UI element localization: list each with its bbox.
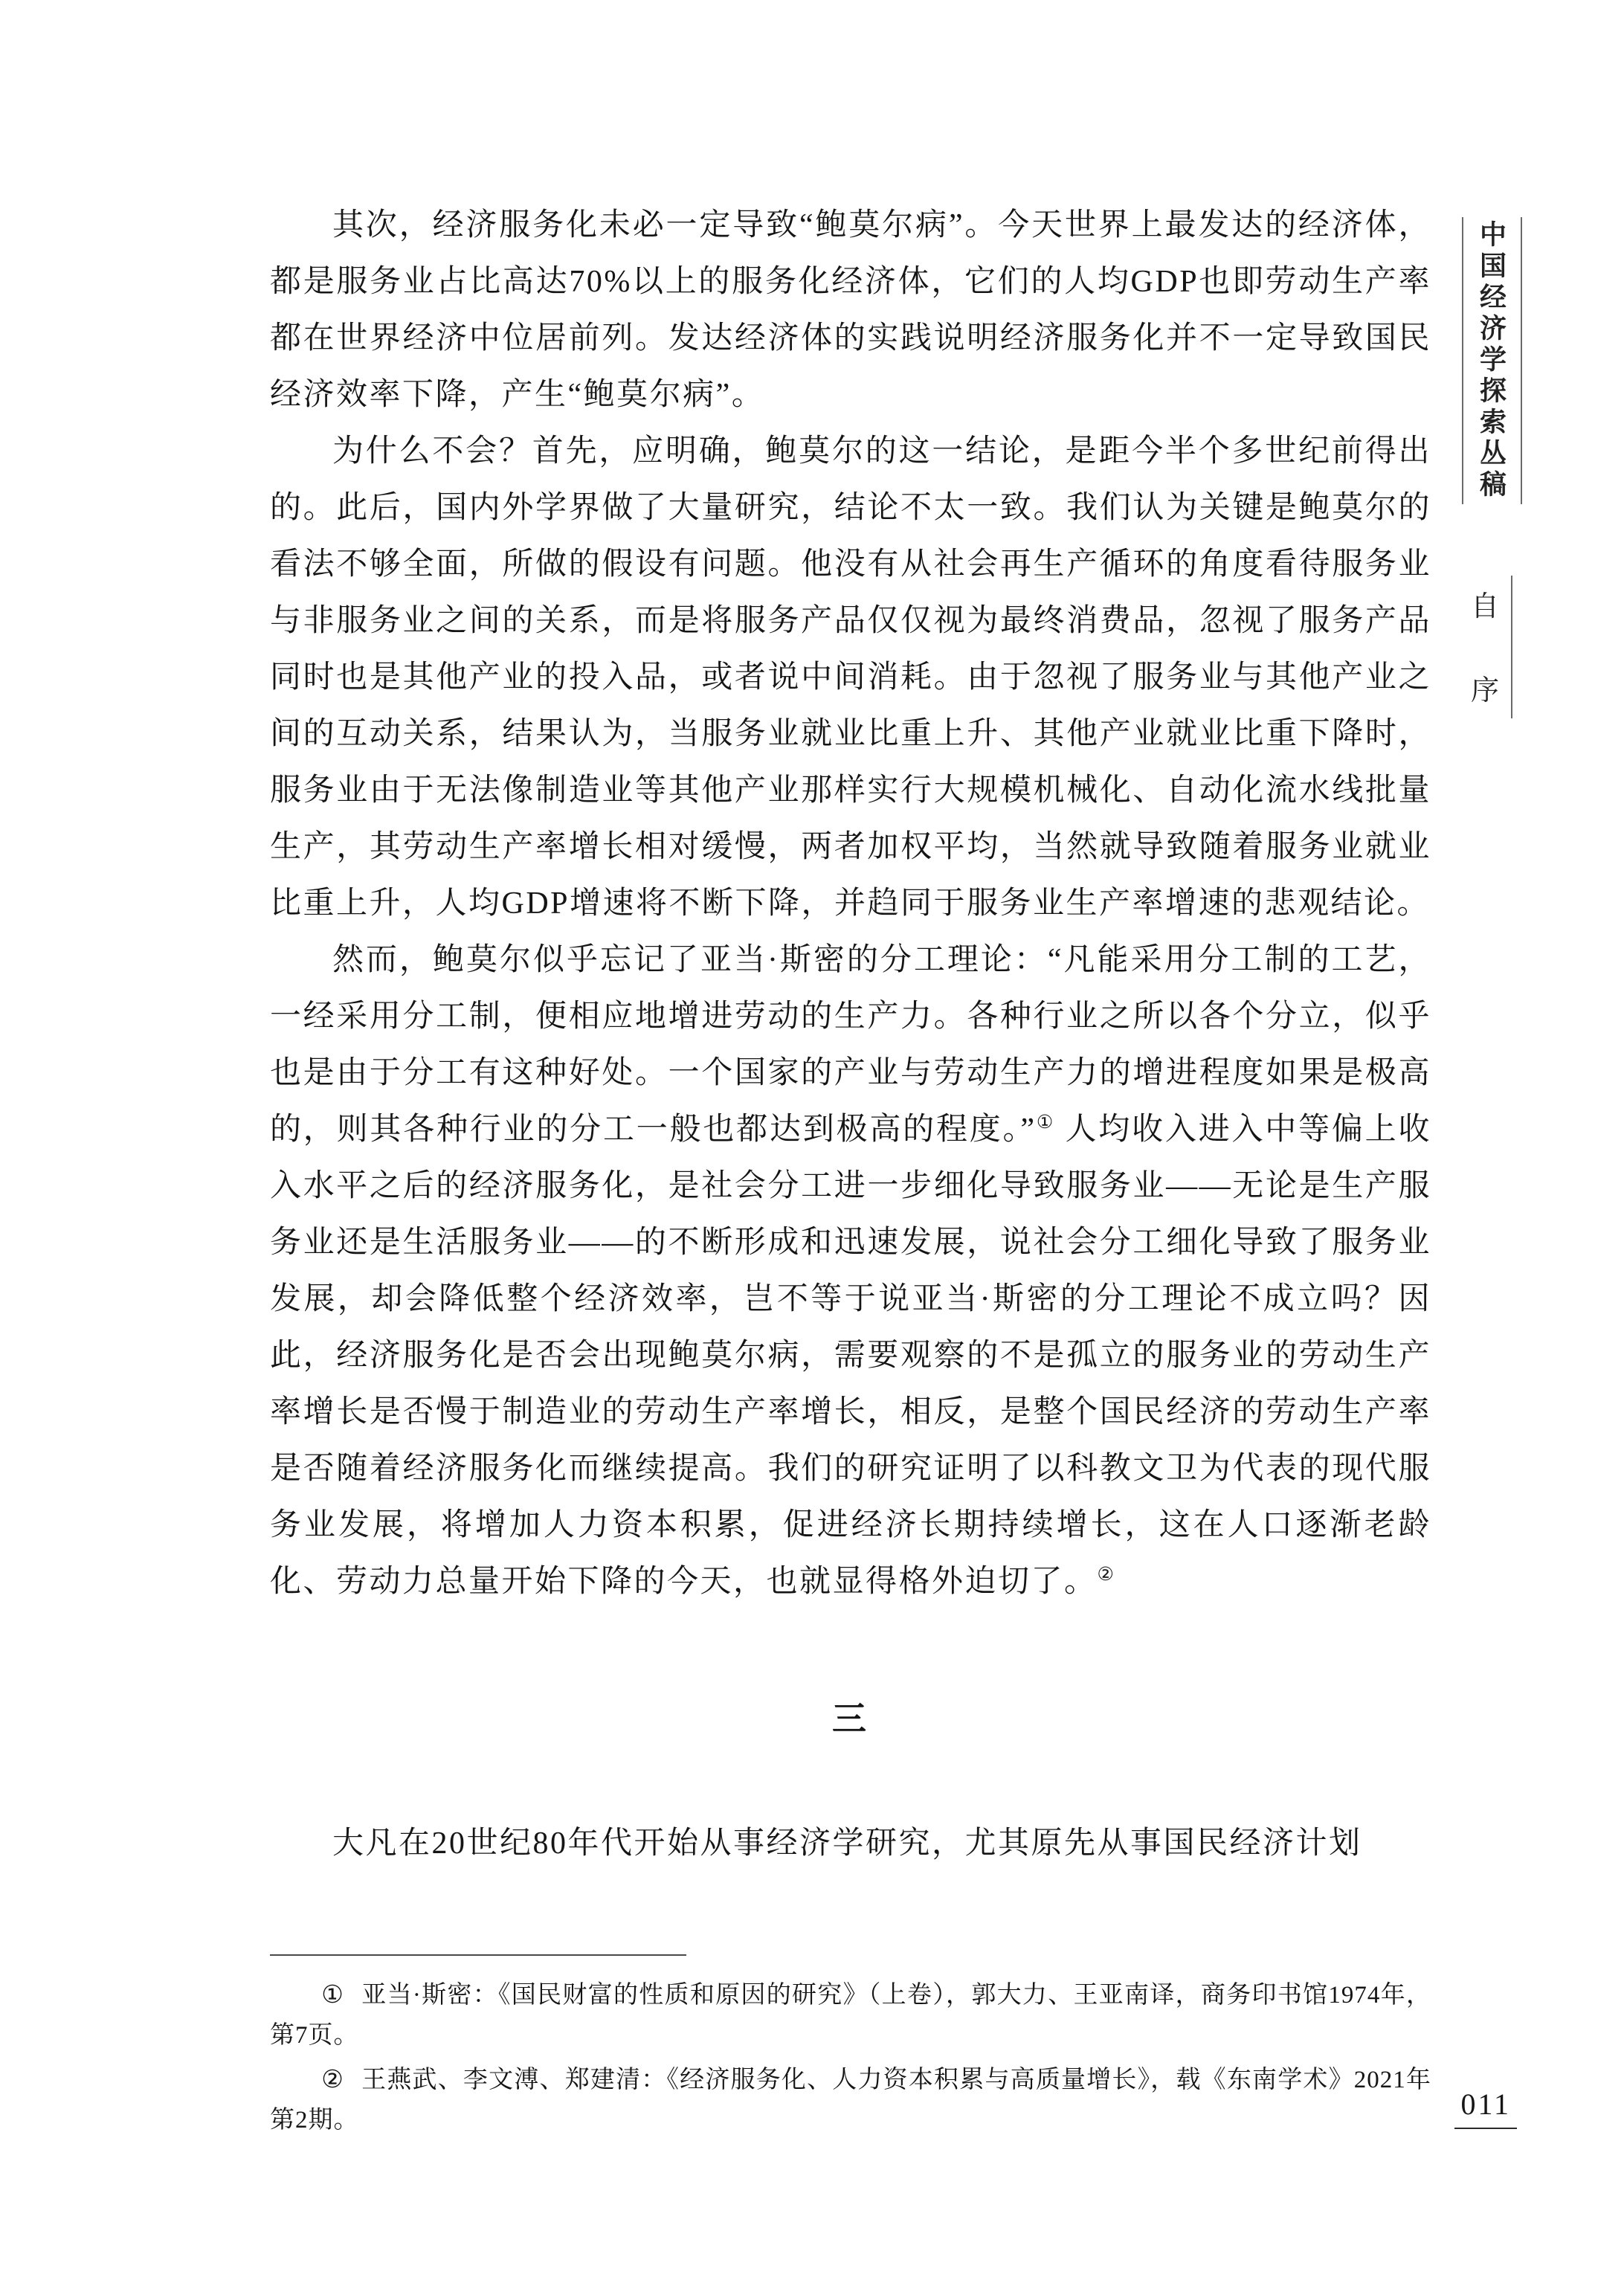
footnote-area (270, 1954, 1431, 2145)
paragraph (270, 932, 1431, 1610)
paragraph-text: 人均收入进入中等偏上收入水平之后的经济服务化，是社会分工进一步细化导致服务业——无论是生产服务业还是生活服务业——的不断形成和迅速发展，说社会分工细化导致了服务业发展，却会降低整个经济效率，岂不等于说亚当·斯密的分工理论不成立吗？因此，经济服务化是否会出现鲍莫尔病，需要观察的不是孤立的服务业的劳动生产率增长是否慢于制造业的劳动生产率增长，相反，是整个国民经济的劳动生产率是否随着经济服务化而继续提高。我们的研究证明了以科教文卫为代表的现代服务业发展，将增加人力资本积累，促进经济长期持续增长，这在人口逐渐老龄化、劳动力总量开始下降的今天，也就显得格外迫切了。 (270, 1112, 1431, 1599)
page-margin-sidebar (1462, 217, 1521, 718)
paragraph: 为什么不会？首先，应明确，鲍莫尔的这一结论，是距今半个多世纪前得出的。此后，国内外学界做了大量研究，结论不太一致。我们认为关键是鲍莫尔的看法不够全面，所做的假设有问题。他没有从社会再生产循环的角度看待服务业与非服务业之间的关系，而是将服务产品仅仅视为最终消费品，忽视了服务产品同时也是其他产业的投入品，或者说中间消耗。由于忽视了服务业与其他产业之间的互动关系，结果认为，当服务业就业比重上升、其他产业就业比重下降时，服务业由于无法像制造业等其他产业那样实行大规模机械化、自动化流水线批量生产，其劳动生产率增长相对缓慢，两者加权平均，当然就导致随着服务业就业比重上升，人均GDP增速将不断下降，并趋同于服务业生产率增速的悲观结论。 (270, 434, 1431, 921)
footnote-text: 亚当·斯密：《国民财富的性质和原因的研究》（上卷），郭大力、王亚南译，商务印书馆1974年，第7页。 (270, 1982, 1431, 2049)
footnote-reference-1: ① (1036, 1112, 1056, 1133)
preface-title-char: 序 (1470, 675, 1499, 706)
paragraph: 其次，经济服务化未必一定导致“鲍莫尔病”。今天世界上最发达的经济体，都是服务业占比高达70%以上的服务化经济体，它们的人均GDP也即劳动生产率都在世界经济中位居前列。发达经济体的实践说明经济服务化并不一定导致国民经济效率下降，产生“鲍莫尔病”。 (270, 208, 1431, 412)
paragraph-text: 然而，鲍莫尔似乎忘记了亚当·斯密的分工理论：“凡能采用分工制的工艺，一经采用分工制，便相应地增进劳动的生产力。各种行业之所以各个分立，似乎也是由于分工有这种好处。一个国家的产业与劳动生产力的增进程度如果是极高的，则其各种行业的分工一般也都达到极高的程度。” (270, 943, 1431, 1147)
footnote-divider (270, 1954, 686, 1956)
preface-title (1471, 576, 1512, 718)
footnote-text: 王燕武、李文溥、郑建清：《经济服务化、人力资本积累与高质量增长》，载《东南学术》2021年第2期。 (270, 2067, 1431, 2134)
series-title: 中国经济学探索丛稿 (1462, 217, 1522, 504)
footnote-marker: ① (321, 1982, 345, 2009)
footnote (270, 1975, 1431, 2055)
page-number: 011 (1454, 2087, 1517, 2129)
main-text-column (270, 197, 1431, 1872)
paragraph: 大凡在20世纪80年代开始从事经济学研究，尤其原先从事国民经济计划 (332, 1826, 1362, 1861)
footnote (270, 2060, 1431, 2140)
footnote-reference-2: ② (1097, 1565, 1116, 1585)
footnote-marker: ② (321, 2067, 345, 2093)
section-heading: 三 (832, 1700, 869, 1738)
preface-title-char: 自 (1470, 591, 1499, 622)
